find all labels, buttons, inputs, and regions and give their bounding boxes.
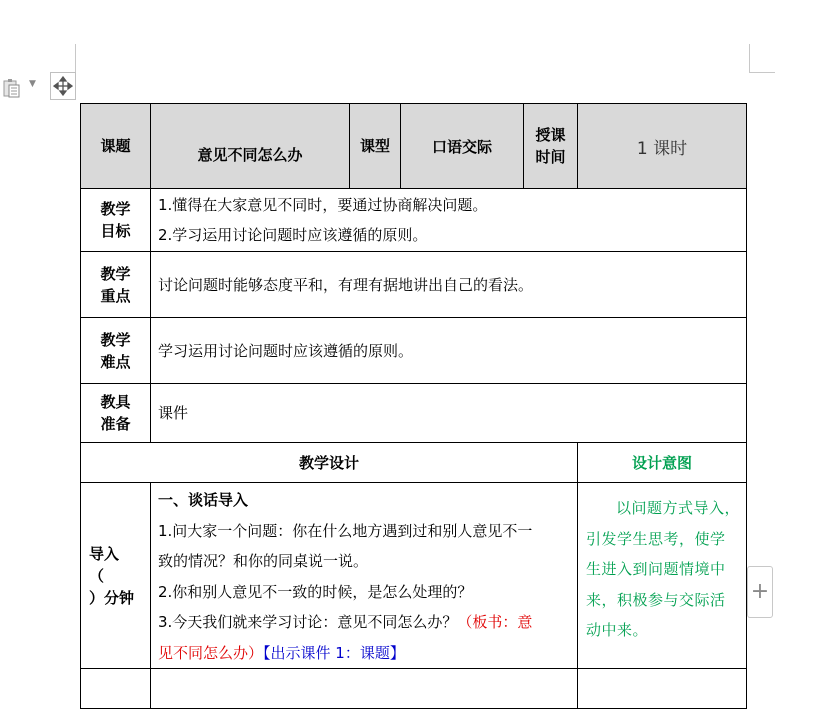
intent-header: 设计意图 bbox=[632, 454, 693, 472]
intro-label-line-1: 导入 bbox=[89, 544, 120, 563]
key-points-content-cell[interactable] bbox=[151, 252, 747, 318]
intro-heading: 一、谈话导入 bbox=[158, 491, 249, 509]
goals-label-cell bbox=[81, 189, 151, 252]
difficulties-row bbox=[81, 318, 747, 384]
topic-label-cell bbox=[81, 104, 151, 189]
intro-row bbox=[81, 483, 747, 669]
goals-row bbox=[81, 189, 747, 252]
design-header-cell bbox=[81, 443, 578, 483]
topic-value-cell[interactable] bbox=[151, 104, 350, 189]
intro-line-2: 2.你和别人意见不一致的时候，是怎么处理的？ bbox=[158, 582, 473, 601]
type-label-cell bbox=[350, 104, 401, 189]
materials-label-line-2: 准备 bbox=[100, 415, 131, 433]
intro-line-1a: 1.问大家一个问题：你在什么地方遇到过和别人意见不一 bbox=[158, 521, 533, 540]
difficulties-label-line-2: 难点 bbox=[100, 352, 131, 371]
move-handle-icon[interactable] bbox=[50, 72, 76, 100]
key-points-label-cell bbox=[81, 252, 151, 318]
time-label-cell bbox=[524, 104, 578, 189]
add-button[interactable] bbox=[747, 566, 773, 618]
next-row-intent-cell[interactable] bbox=[578, 669, 747, 709]
materials-row bbox=[81, 384, 747, 443]
time-label-line-1: 授课 bbox=[535, 126, 566, 144]
intro-line-1b: 致的情况？和你的同桌说一说。 bbox=[158, 552, 369, 570]
margin-mark-left bbox=[75, 44, 76, 74]
goal-item: 1.懂得在大家意见不同时，要通过协商解决问题。 bbox=[158, 196, 488, 214]
difficulties-text: 学习运用讨论问题时应该遵循的原则。 bbox=[158, 341, 414, 360]
topic-label: 课题 bbox=[100, 137, 131, 155]
type-value-cell[interactable] bbox=[401, 104, 524, 189]
materials-label-line-1: 教具 bbox=[100, 393, 131, 411]
goal-item: 2.学习运用讨论问题时应该遵循的原则。 bbox=[158, 226, 428, 244]
intro-label-cell bbox=[81, 483, 151, 669]
difficulties-label-line-1: 教学 bbox=[100, 330, 131, 349]
slide-note: 【出示课件 1：课题】 bbox=[263, 643, 405, 662]
next-row bbox=[81, 669, 747, 709]
board-note-part-1: （板书：意 bbox=[457, 613, 533, 631]
intro-line-3 bbox=[158, 607, 575, 638]
materials-label-cell bbox=[81, 384, 151, 443]
intro-label-line-2: （ bbox=[89, 566, 105, 585]
goals-label-line-1: 教学 bbox=[100, 200, 131, 218]
design-header: 教学设计 bbox=[298, 454, 359, 472]
margin-mark-right-horizontal bbox=[749, 72, 775, 73]
margin-mark-right-vertical bbox=[749, 44, 750, 72]
design-header-row bbox=[81, 443, 747, 483]
paste-icon[interactable] bbox=[2, 78, 22, 98]
difficulties-label-cell bbox=[81, 318, 151, 384]
next-row-label-cell[interactable] bbox=[81, 669, 151, 709]
intro-content-cell[interactable] bbox=[151, 483, 578, 669]
goals-label-line-2: 目标 bbox=[100, 222, 131, 240]
key-points-row bbox=[81, 252, 747, 318]
time-value: 1 课时 bbox=[636, 138, 688, 159]
materials-content-cell[interactable] bbox=[151, 384, 747, 443]
type-value: 口语交际 bbox=[431, 137, 492, 156]
lesson-plan-table bbox=[80, 103, 747, 709]
goals-content-cell[interactable] bbox=[151, 189, 747, 252]
next-row-content-cell[interactable] bbox=[151, 669, 578, 709]
header-row bbox=[81, 104, 747, 189]
key-points-label-line-1: 教学 bbox=[100, 264, 131, 283]
intent-header-cell bbox=[578, 443, 747, 483]
type-label: 课型 bbox=[359, 137, 390, 155]
topic-value: 意见不同怎么办 bbox=[197, 145, 303, 164]
intro-line-3-text: 3.今天我们就来学习讨论：意见不同怎么办？ bbox=[158, 613, 458, 631]
time-value-cell[interactable] bbox=[578, 104, 747, 189]
intro-intent-cell[interactable] bbox=[578, 483, 747, 669]
key-points-text: 讨论问题时能够态度平和，有理有据地讲出自己的看法。 bbox=[158, 275, 534, 294]
key-points-label-line-2: 重点 bbox=[100, 286, 131, 305]
materials-text: 课件 bbox=[158, 404, 189, 422]
chevron-down-icon[interactable]: ▼ bbox=[29, 79, 36, 89]
intro-label-line-3: ）分钟 bbox=[89, 588, 135, 607]
intro-line-4 bbox=[158, 638, 575, 669]
time-label-line-2: 时间 bbox=[535, 148, 566, 166]
board-note-part-2: 见不同怎么办） bbox=[158, 643, 264, 662]
plus-icon: + bbox=[750, 579, 770, 604]
difficulties-content-cell[interactable] bbox=[151, 318, 747, 384]
intro-intent-text: 以问题方式导入，引发学生思考，使学生进入到问题情境中来，积极参与交际活动中来。 bbox=[586, 499, 741, 639]
